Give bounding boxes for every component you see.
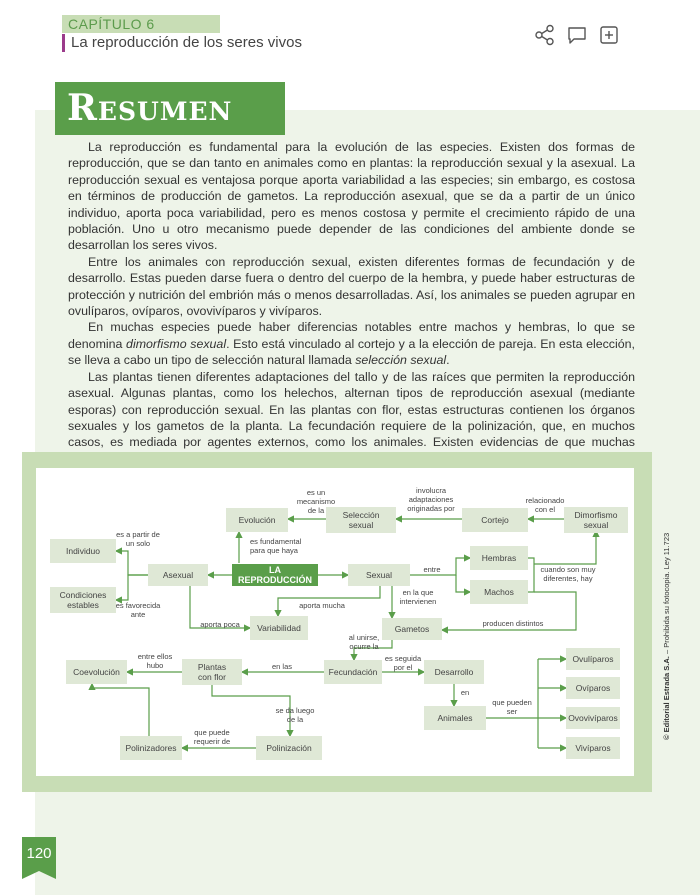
concept-map (36, 468, 634, 776)
label-se-da-luego: se da luego de la (275, 706, 315, 724)
node-condiciones: Condiciones estables (50, 587, 116, 613)
label-entre-ellos: entre ellos hubo (137, 652, 173, 670)
label-pueden-ser: que pueden ser (492, 698, 532, 716)
share-icon[interactable] (534, 24, 556, 46)
add-icon[interactable] (598, 24, 620, 46)
label-a-partir: es a partir de un solo (116, 530, 160, 548)
node-asexual: Asexual (148, 564, 208, 586)
paragraph-1: La reproducción es fundamental para la evolución de las especies. Existen dos formas de reproducción, que se dan tanto en animales como en plantas: la reproducción sexual y la asexual. La reproducción sexual es ventajosa porque aporta variabilidad a las especies; sin embargo, es costosa en términos de producción de gametos. La reproducción asexual, que se da a partir de un único individuo, aporta poca variabilidad, pero es menos costosa y permite el crecimiento rápido de una población. Uno u otro mecanismo puede depender de las condiciones del ambiente donde se desarrollan los seres vivos. (68, 140, 635, 253)
chapter-label: CAPÍTULO 6 (62, 15, 220, 33)
label-cuando: cuando son muy diferentes, hay (540, 565, 596, 583)
node-dimorfismo: Dimorfismo sexual (564, 507, 628, 533)
label-en: en (460, 688, 470, 697)
node-coevolucion: Coevolución (66, 660, 127, 684)
label-aporta-poca: aporta poca (200, 620, 240, 629)
node-hembras: Hembras (470, 546, 528, 570)
node-oviparos: Ovíparos (566, 677, 620, 699)
node-desarrollo: Desarrollo (424, 660, 484, 684)
summary-text (68, 139, 635, 484)
node-polinizacion: Polinización (256, 736, 322, 760)
node-fecundacion: Fecundación (324, 660, 382, 684)
node-sexual: Sexual (348, 564, 410, 586)
label-relacionado: relacionado con el (525, 496, 565, 514)
node-ovuliparos: Ovulíparos (566, 648, 620, 670)
node-animales: Animales (424, 706, 486, 730)
node-polinizadores: Polinizadores (120, 736, 182, 760)
paragraph-2: Entre los animales con reproducción sexual, existen diferentes formas de fecundación y de desarrollo. Estas pueden darse fuera o dentro del cuerpo de la hembra, y puede haber estructuras de protección y nutrición del embrión más o menos desarrolladas. Así, los animales se pueden agrupar en ovulíparos, ovíparos, ovovivíparos y vivíparos. (68, 254, 635, 319)
node-viviparos: Vivíparos (566, 737, 620, 759)
paragraph-4: Las plantas tienen diferentes adaptaciones del tallo y de las raíces que permiten la reproducción asexual. Algunas plantas, como los helechos, alternan tipos de reproducción asexual (mediante esporas) con reproducción sexual. En las plantas con flor, estas estructuras contienen los órganos sexuales y los gametos de la planta. La fecundación requiere de la polinización, que, en muchos casos, es mediada por agentes externos, como los animales. Existen evidencias de que muchas (68, 369, 635, 450)
node-reproduccion: LA REPRODUCCIÓN (232, 564, 318, 586)
label-entre: entre (423, 565, 441, 574)
chapter-title: La reproducción de los seres vivos (62, 34, 302, 52)
label-seguida: es seguida por el (384, 654, 422, 672)
summary-banner: Resumen (55, 82, 285, 135)
node-seleccion-sexual: Selección sexual (326, 507, 396, 533)
paragraph-3: En muchas especies puede haber diferencias notables entre machos y hembras, lo que se denomina dimorfismo sexual. Esto está vinculado al cortejo y a la elección de pareja. En esta elección, se lleva a cabo un tipo de selección natural llamada selección sexual. (68, 320, 635, 368)
label-producen: producen distintos (482, 619, 544, 628)
node-individuo: Individuo (50, 539, 116, 563)
label-intervienen: en la que intervienen (399, 588, 437, 606)
node-ovoviviparos: Ovovivíparos (566, 707, 620, 729)
node-cortejo: Cortejo (462, 508, 528, 532)
copyright-note: © Editorial Estrada S.A. – Prohibida su fotocopia. Ley 11.723 (662, 532, 671, 740)
label-requerir: que puede requerir de (193, 728, 231, 746)
node-machos: Machos (470, 580, 528, 604)
label-es-un-mecanismo: es un mecanismo de la (296, 488, 336, 515)
label-al-unirse: al unirse, ocurre la (348, 633, 380, 651)
node-gametos: Gametos (382, 618, 442, 640)
label-favorecida: es favorecida ante (115, 601, 161, 619)
label-fundamental: es fundamental para que haya (250, 537, 302, 555)
page-number: 120 (26, 845, 52, 862)
label-involucra: involucra adaptaciones originadas por (407, 486, 455, 513)
node-variabilidad: Variabilidad (250, 616, 308, 640)
header-toolbar (534, 24, 620, 46)
node-plantas-con-flor: Plantas con flor (182, 659, 242, 685)
label-aporta-mucha: aporta mucha (299, 601, 345, 610)
node-evolucion: Evolución (226, 508, 288, 532)
page-number-tab (22, 837, 56, 879)
label-en-las: en las (271, 662, 292, 671)
comment-icon[interactable] (566, 24, 588, 46)
